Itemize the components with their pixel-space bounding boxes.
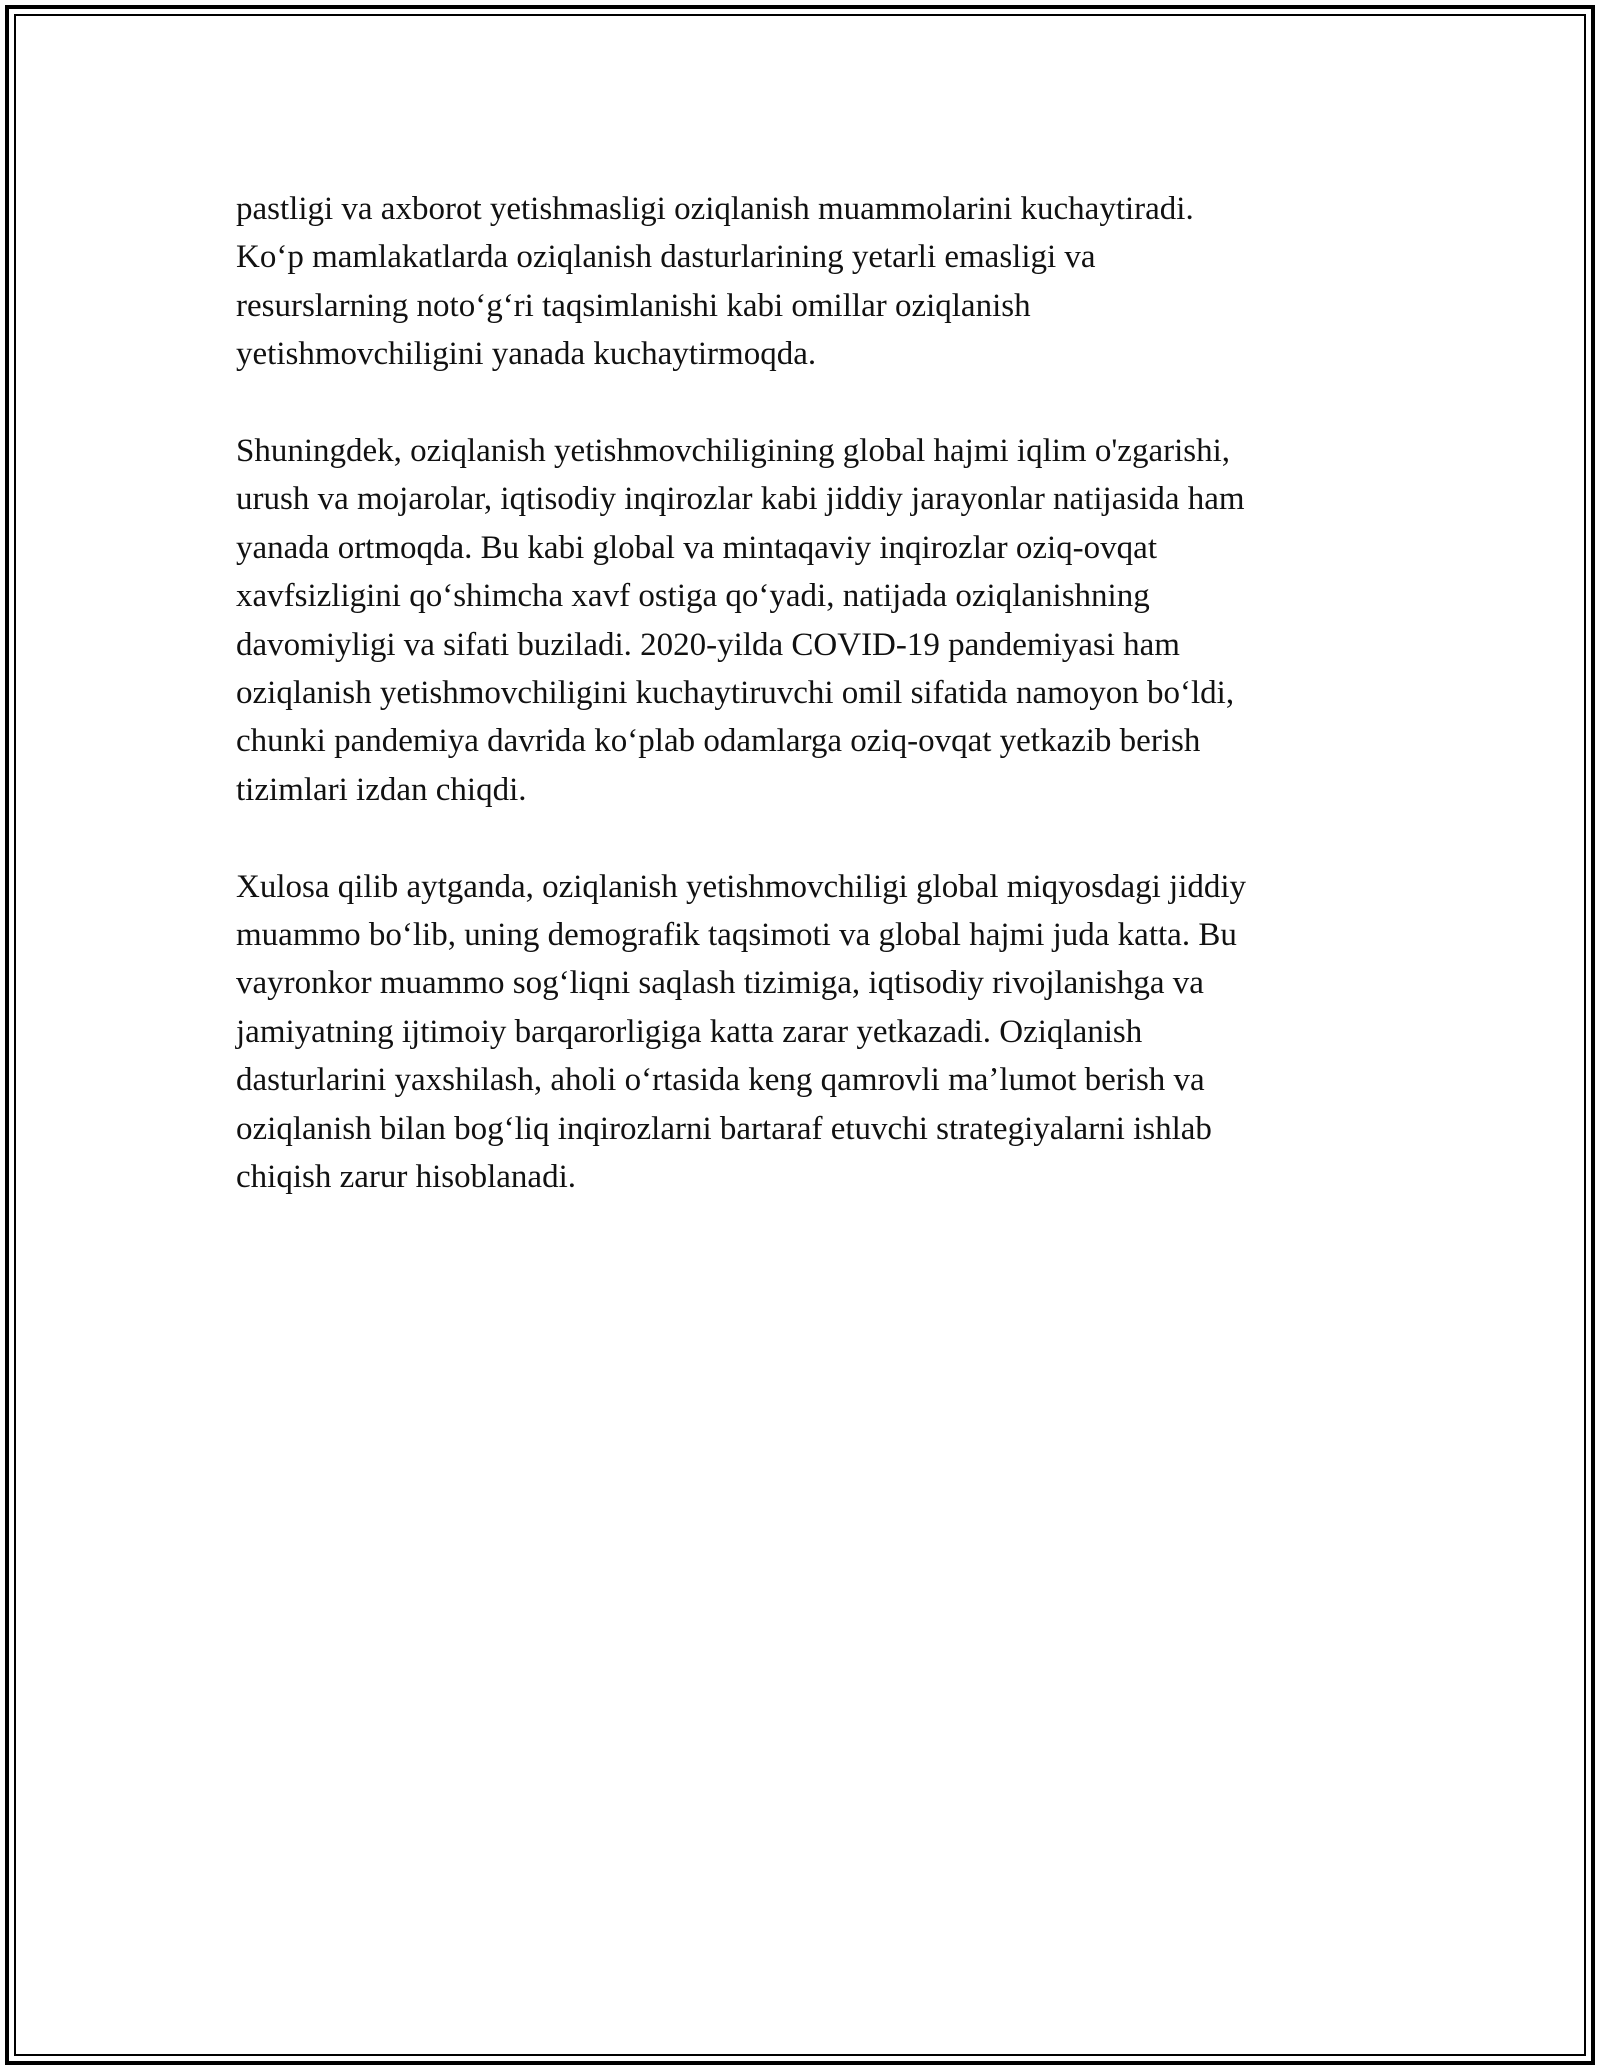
text-line: dasturlarini yaxshilash, aholi oʻrtasida keng qamrovli maʼlumot berish va bbox=[236, 1062, 1205, 1099]
text-line: chiqish zarur hisoblanadi. bbox=[236, 1159, 576, 1196]
text-line: yanada ortmoqda. Bu kabi global va mintaqaviy inqirozlar oziq-ovqat bbox=[236, 529, 1157, 566]
text-line: Shuningdek, oziqlanish yetishmovchiligining global hajmi iqlim o'zgarishi, bbox=[236, 433, 1231, 470]
text-line: Koʻp mamlakatlarda oziqlanish dasturlarining yetarli emasligi va bbox=[236, 239, 1096, 276]
paragraph-1 bbox=[236, 185, 1386, 379]
text-line: xavfsizligini qoʻshimcha xavf ostiga qoʻyadi, natijada oziqlanishning bbox=[236, 578, 1150, 615]
text-line: jamiyatning ijtimoiy barqarorligiga katta zarar yetkazadi. Oziqlanish bbox=[236, 1013, 1143, 1050]
document-body bbox=[236, 185, 1386, 1202]
text-line: oziqlanish bilan bogʻliq inqirozlarni bartaraf etuvchi strategiyalarni ishlab bbox=[236, 1110, 1212, 1147]
text-line: tizimlari izdan chiqdi. bbox=[236, 771, 527, 808]
text-line: resurslarning notoʻgʻri taqsimlanishi kabi omillar oziqlanish bbox=[236, 287, 1031, 324]
paragraph-3 bbox=[236, 863, 1386, 1202]
text-line: vayronkor muammo sogʻliqni saqlash tizimiga, iqtisodiy rivojlanishga va bbox=[236, 965, 1204, 1002]
text-line: oziqlanish yetishmovchiligini kuchaytiruvchi omil sifatida namoyon boʻldi, bbox=[236, 675, 1235, 712]
text-line: yetishmovchiligini yanada kuchaytirmoqda. bbox=[236, 336, 817, 373]
paragraph-2 bbox=[236, 427, 1386, 814]
text-line: muammo boʻlib, uning demografik taqsimoti va global hajmi juda katta. Bu bbox=[236, 917, 1237, 954]
text-line: urush va mojarolar, iqtisodiy inqirozlar kabi jiddiy jarayonlar natijasida ham bbox=[236, 481, 1245, 518]
text-line: pastligi va axborot yetishmasligi oziqlanish muammolarini kuchaytiradi. bbox=[236, 191, 1194, 227]
text-line: chunki pandemiya davrida koʻplab odamlarga oziq-ovqat yetkazib berish bbox=[236, 723, 1201, 760]
text-line: davomiyligi va sifati buziladi. 2020-yilda COVID-19 pandemiyasi ham bbox=[236, 626, 1180, 663]
text-line: Xulosa qilib aytganda, oziqlanish yetishmovchiligi global miqyosdagi jiddiy bbox=[236, 868, 1247, 905]
